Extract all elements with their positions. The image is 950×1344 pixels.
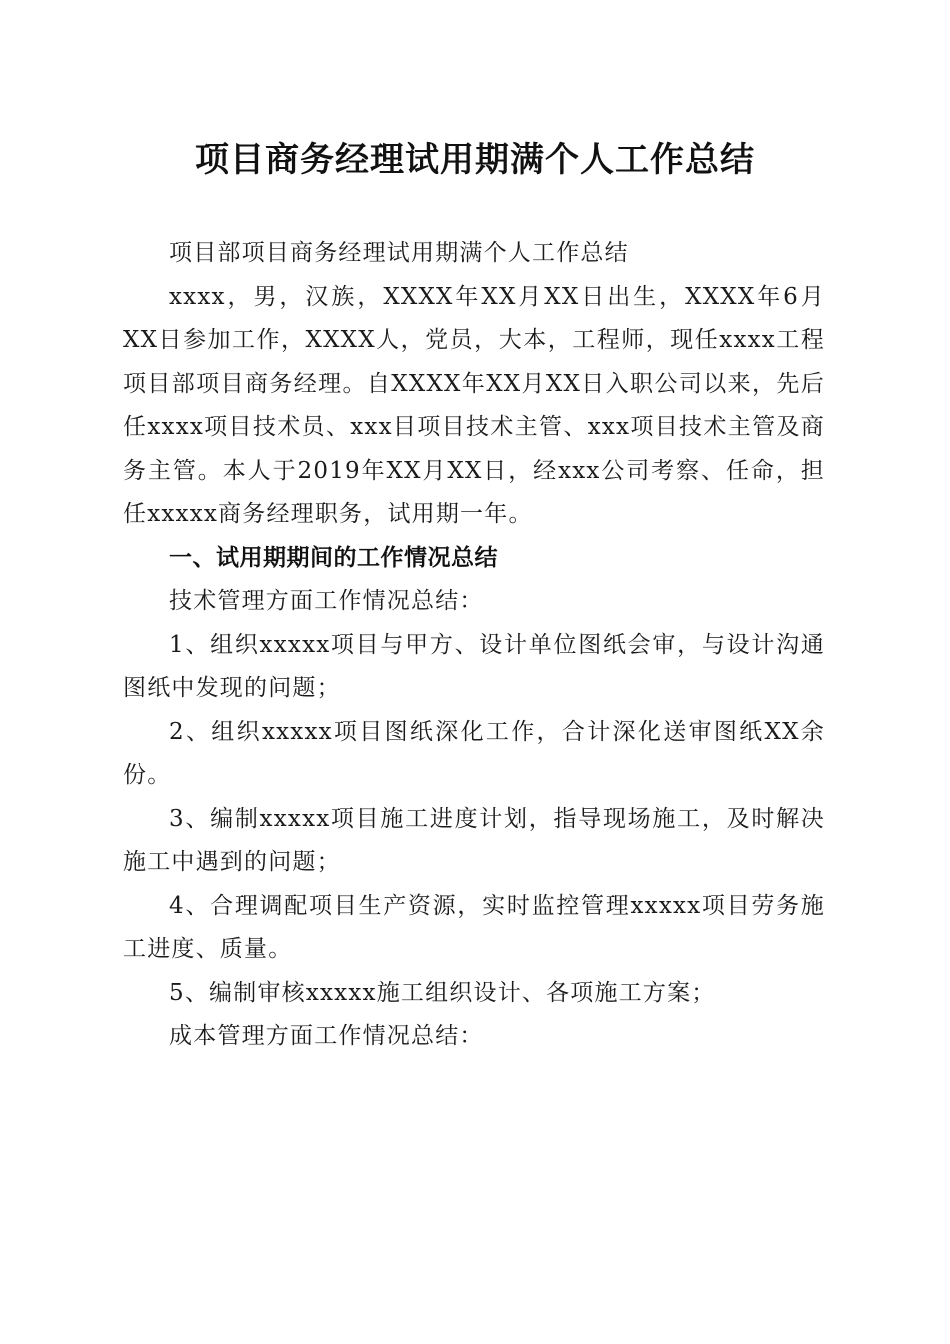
list-item: 4、合理调配项目生产资源，实时监控管理xxxxx项目劳务施工进度、质量。 — [123, 892, 825, 962]
list-item: 3、编制xxxxx项目施工进度计划，指导现场施工，及时解决施工中遇到的问题； — [123, 805, 825, 875]
paragraph-subtitle: 项目部项目商务经理试用期满个人工作总结 — [169, 240, 629, 266]
paragraph-tech-summary-heading: 技术管理方面工作情况总结： — [169, 588, 484, 614]
document-body — [123, 232, 825, 1059]
paragraph-personal-info: xxxx，男，汉族，XXXX年XX月XX日出生，XXXX年6月XX日参加工作，XXXX人，党员，大本，工程师，现任xxxx工程项目部项目商务经理。自XXXX年XX月XX日入职公司以来，先后任xxxx项目技术员、xxx目项目技术主管、xxx项目技术主管及商务主管。本人于2019年XX月XX日，经xxx公司考察、任命，担任xxxxx商务经理职务，试用期一年。 — [123, 283, 825, 527]
list-item: 1、组织xxxxx项目与甲方、设计单位图纸会审，与设计沟通图纸中发现的问题； — [123, 631, 825, 701]
document-title: 项目商务经理试用期满个人工作总结 — [195, 140, 755, 180]
list-item: 5、编制审核xxxxx施工组织设计、各项施工方案； — [169, 979, 716, 1006]
section-heading: 一、试用期期间的工作情况总结 — [169, 544, 498, 571]
paragraph-cost-summary-heading: 成本管理方面工作情况总结： — [169, 1023, 484, 1049]
list-item: 2、组织xxxxx项目图纸深化工作，合计深化送审图纸XX余份。 — [123, 718, 825, 788]
